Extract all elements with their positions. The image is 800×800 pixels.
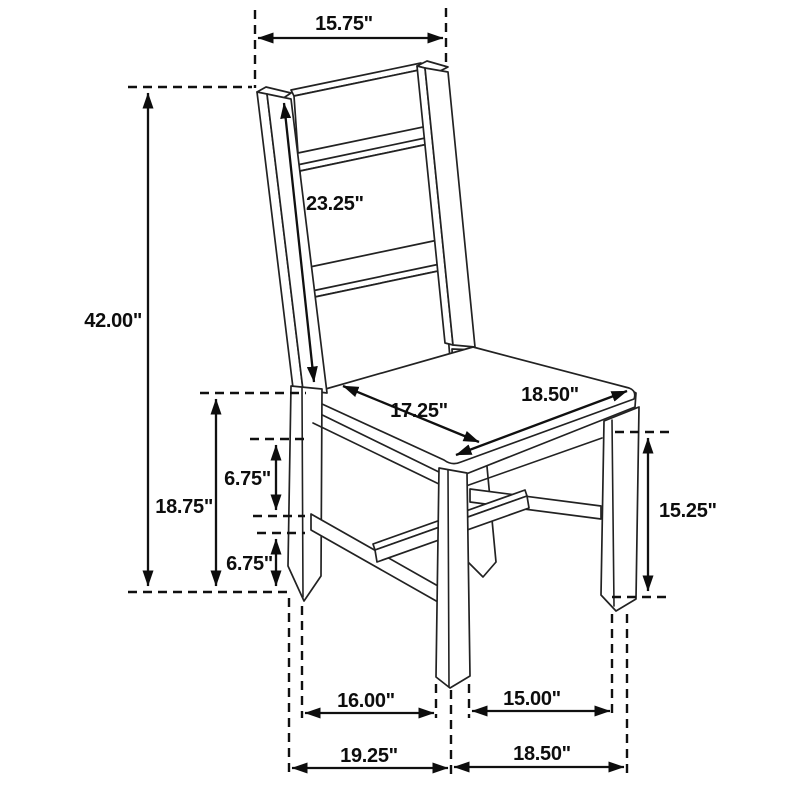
dim-left-leg-span-label: 16.00" (337, 690, 395, 712)
dim-back-height-label: 23.25" (306, 193, 364, 215)
dim-right-leg-span (472, 688, 610, 711)
dim-seat-width-label: 17.25" (390, 400, 448, 422)
front-left-leg-body (436, 468, 470, 688)
dim-top-width-label: 15.75" (315, 13, 373, 35)
back-left-leg-edge (302, 388, 303, 597)
dim-stretcher-to-floor (226, 539, 276, 586)
dim-seat-height (155, 399, 216, 586)
dim-overall-width-label: 18.50" (513, 743, 571, 765)
dim-top-width (258, 13, 443, 38)
dim-seat-to-stretcher (224, 445, 276, 510)
back-left-leg (288, 386, 322, 601)
dim-right-leg-span-label: 15.00" (503, 688, 561, 710)
front-right-leg (601, 407, 639, 611)
dim-overall-height-label: 42.00" (84, 310, 142, 332)
dim-seat-height-label: 18.75" (155, 496, 213, 518)
dim-overall-depth (292, 745, 448, 768)
dim-front-leg-height (648, 438, 717, 591)
dim-overall-width (454, 743, 624, 767)
front-left-leg (436, 468, 470, 688)
dim-seat-depth-label: 18.50" (521, 384, 579, 406)
dim-seat-to-stretcher-label: 6.75" (224, 468, 271, 490)
dim-overall-depth-label: 19.25" (340, 745, 398, 767)
backrest-slat-1 (294, 69, 428, 153)
dim-front-leg-height-label: 15.25" (659, 500, 717, 522)
dim-stretcher-to-floor-label: 6.75" (226, 553, 273, 575)
front-left-leg-edge (448, 470, 449, 687)
dim-overall-height (84, 93, 148, 586)
dim-left-leg-span (305, 690, 434, 713)
front-right-leg-body (601, 407, 639, 611)
